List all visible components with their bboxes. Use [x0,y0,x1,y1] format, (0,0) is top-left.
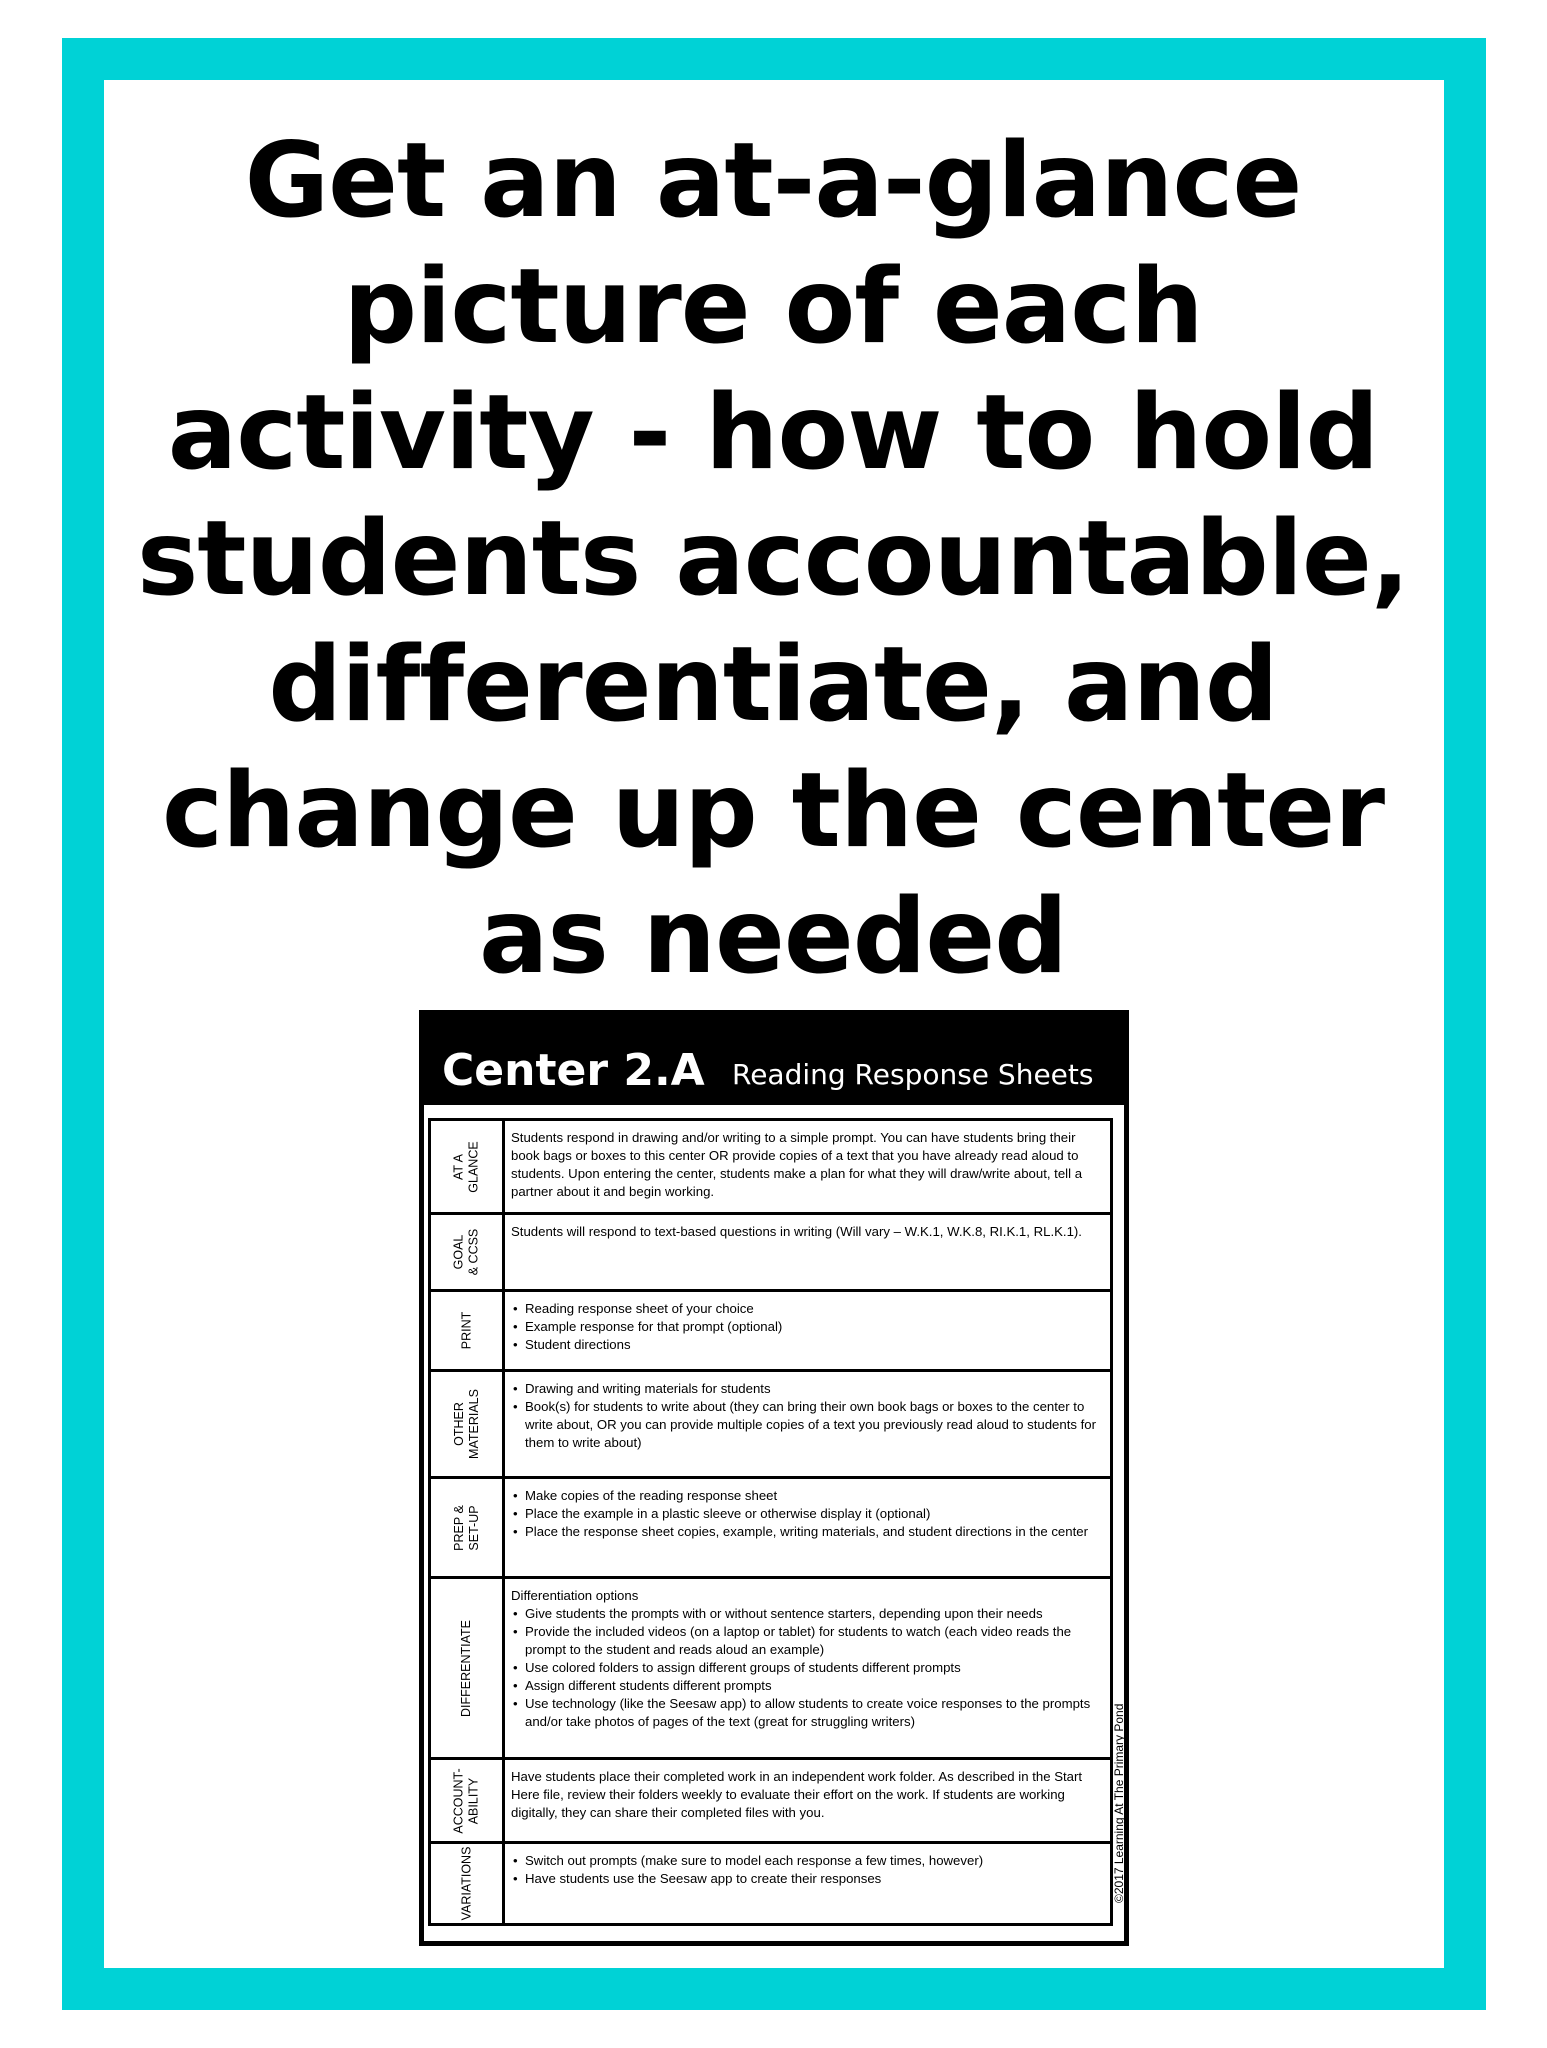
table-row-differentiate [431,1579,1110,1760]
bullet-list [511,1300,1104,1354]
list-item: • Switch out prompts (make sure to model each response a few times, however) [525,1852,1104,1870]
list-item: • Student directions [525,1336,1104,1354]
row-text: Have students place their completed work in an independent work folder. As described in the Start Here file, review their folders weekly to evaluate their effort on the work. If students are working digitally, they can share their completed files with you. [511,1769,1083,1820]
list-item: • Drawing and writing materials for students [525,1380,1104,1398]
row-text: Differentiation options [511,1588,639,1603]
headline-line: differentiate, and [268,625,1278,745]
row-label [431,1121,505,1212]
row-body [511,1300,1104,1354]
list-item: • Example response for that prompt (optional) [525,1318,1104,1336]
table-row-accountability [431,1760,1110,1844]
list-item: • Have students use the Seesaw app to create their responses [525,1870,1104,1888]
copyright-text: ©2017 Learning At The Primary Pond [1112,1703,1126,1903]
center-name: Reading Response Sheets [732,1058,1094,1091]
list-item: • Give students the prompts with or without sentence starters, depending upon their needs [525,1605,1104,1623]
row-label [431,1844,505,1923]
center-info-table [428,1118,1113,1926]
list-item: • Make copies of the reading response sheet [525,1487,1104,1505]
headline-line: picture of each [343,247,1203,367]
list-item: • Reading response sheet of your choice [525,1300,1104,1318]
list-item: • Place the response sheet copies, example, writing materials, and student directions in the center [525,1523,1104,1541]
headline-line: students accountable, [137,499,1409,619]
row-text: Students respond in drawing and/or writing to a simple prompt. You can have students bring their book bags or boxes to this center OR provide copies of a text that you have already read aloud to students. Upon entering the center, students make a plan for what they will draw/write about, tell a partner about it and begin working. [511,1130,1083,1199]
row-label [431,1479,505,1576]
row-label-text: OTHER MATERIALS [451,1389,481,1459]
headline-line: as needed [478,877,1068,997]
row-label-text: AT A GLANCE [451,1140,481,1193]
center-id: Center 2.A [442,1045,705,1096]
table-row-prep-setup [431,1479,1110,1579]
headline-line: Get an at-a-glance [244,121,1302,241]
list-item: • Use colored folders to assign different groups of students different prompts [525,1659,1104,1677]
bullet-list [511,1605,1104,1731]
headline-line: change up the center [162,751,1384,871]
row-label [431,1372,505,1476]
headline-line: activity - how to hold [167,373,1379,493]
row-body [511,1129,1104,1201]
row-label-text: DIFFERENTIATE [459,1619,473,1717]
row-body [511,1852,1104,1888]
row-label-text: ACCOUNT- ABILITY [451,1767,481,1834]
row-label [431,1292,505,1369]
row-body [511,1380,1104,1452]
bullet-list [511,1487,1104,1541]
table-row-variations [431,1844,1110,1923]
list-item: • Use technology (like the Seesaw app) to allow students to create voice responses to the prompts and/or take photos of pages of the text (great for struggling writers) [525,1695,1104,1731]
row-label [431,1215,505,1289]
table-row-at-a-glance [431,1121,1110,1215]
bullet-list [511,1380,1104,1452]
row-label-text: PRINT [459,1311,473,1350]
row-label-text: VARIATIONS [459,1846,474,1921]
list-item: • Book(s) for students to write about (they can bring their own book bags or boxes to the center to write about, OR you can provide multiple copies of a text you previously read aloud to students for them to write about) [525,1398,1104,1452]
row-body [511,1223,1104,1241]
list-item: • Place the example in a plastic sleeve or otherwise display it (optional) [525,1505,1104,1523]
table-row-other-materials [431,1372,1110,1479]
list-item: • Assign different students different prompts [525,1677,1104,1695]
list-item: • Provide the included videos (on a laptop or tablet) for students to watch (each video reads the prompt to the student and reads aloud an example) [525,1623,1104,1659]
table-row-goal [431,1215,1110,1292]
row-label [431,1760,505,1841]
sheet-header [424,1015,1124,1105]
row-label [431,1579,505,1757]
row-text: Students will respond to text-based questions in writing (Will vary – W.K.1, W.K.8, RI.K.1, RL.K.1). [511,1224,1082,1239]
row-body [511,1768,1104,1822]
row-label-text: GOAL & CCSS [451,1228,481,1276]
headline [108,118,1438,1000]
bullet-list [511,1852,1104,1888]
row-label-text: PREP & SET-UP [451,1504,481,1551]
center-sheet-preview [419,1010,1129,1946]
row-body [511,1587,1104,1731]
table-row-print [431,1292,1110,1372]
row-body [511,1487,1104,1541]
